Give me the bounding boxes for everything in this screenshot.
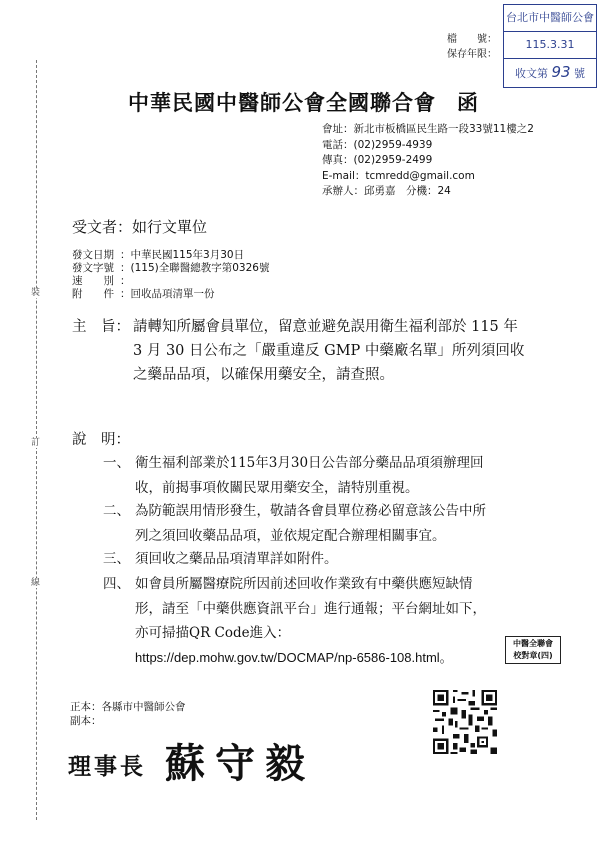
item-line: 列之須回收藥品品項，並依規定配合辦理相關事宜。 bbox=[135, 527, 446, 544]
proofread-seal-line1: 中醫全聯會 bbox=[513, 639, 553, 648]
meta-block bbox=[72, 249, 269, 301]
item-number: 三、 bbox=[103, 551, 130, 567]
subject-line: 之藥品品項，以確保用藥安全，請查照。 bbox=[133, 367, 394, 383]
retention-label: 保存年限： bbox=[447, 49, 497, 60]
binding-char-ding: 訂 bbox=[31, 438, 41, 448]
item-line: 收，前揭事項攸關民眾用藥安全，請特別重視。 bbox=[135, 479, 419, 496]
meta-value: ：回收品項清單一份 bbox=[120, 288, 215, 300]
stamp-receipt-label: 收文第 bbox=[514, 67, 548, 80]
stamp-receipt bbox=[504, 59, 596, 85]
item-line: 須回收之藥品品項清單詳如附件。 bbox=[135, 551, 338, 567]
subject-line: 3 月 30 日公布之「嚴重違反 GMP 中藥廠名單」所列須回收 bbox=[133, 343, 525, 359]
subject-line: 請轉知所屬會員單位，留意並避免誤用衛生福利部於 115 年 bbox=[133, 319, 518, 335]
meta-value: ：中華民國115年3月30日 bbox=[120, 249, 245, 261]
item-line: 形，請至「中藥供應資訊平台」進行通報；平台網址如下， bbox=[135, 600, 486, 617]
page-title: 中華民國中醫師公會全國聯合會 bbox=[128, 91, 436, 115]
item-line: 亦可掃描QR Code進入： bbox=[135, 625, 291, 641]
receipt-stamp bbox=[503, 4, 597, 88]
signature-title: 理事長 bbox=[68, 753, 146, 780]
qr-code-icon bbox=[433, 690, 497, 754]
recipient-label: 受文者： bbox=[72, 218, 133, 236]
sender-contact: 承辦人：邱勇嘉 分機：24 bbox=[322, 185, 451, 197]
item-number: 四、 bbox=[103, 576, 130, 592]
meta-row bbox=[72, 275, 269, 288]
sender-email: E-mail：tcmredd@gmail.com bbox=[322, 169, 475, 182]
copy-main: 正本：各縣市中醫師公會 bbox=[70, 701, 186, 713]
signature-name: 蘇守毅 bbox=[165, 740, 315, 787]
stamp-org: 台北市中醫師公會 bbox=[504, 5, 596, 32]
meta-row bbox=[72, 262, 269, 275]
item-number: 二、 bbox=[103, 503, 130, 519]
item-number: 一、 bbox=[103, 455, 130, 471]
meta-key: 附 件 bbox=[72, 288, 114, 300]
binding-char-zhuang: 裝 bbox=[31, 288, 41, 298]
item-line: 衛生福利部業於115年3月30日公告部分藥品品項須辦理回 bbox=[135, 455, 484, 471]
binding-char-xian: 線 bbox=[31, 578, 41, 588]
meta-value: ：(115)全聯醫總教字第0326號 bbox=[120, 262, 270, 274]
stamp-date: 115.3.31 bbox=[504, 32, 596, 59]
subject-label: 主 旨： bbox=[72, 319, 130, 335]
meta-key: 發文日期 bbox=[72, 249, 114, 261]
meta-row bbox=[72, 288, 269, 301]
subject-body bbox=[133, 315, 573, 387]
explanation-label: 說 明： bbox=[72, 432, 130, 448]
copy-cc: 副本： bbox=[70, 715, 102, 727]
meta-row bbox=[72, 249, 269, 262]
proofread-seal bbox=[505, 636, 561, 664]
platform-url: https://dep.mohw.gov.tw/DOCMAP/np-6586-108.html。 bbox=[135, 649, 453, 665]
copies-block bbox=[70, 700, 186, 728]
meta-key: 發文字號 bbox=[72, 262, 114, 274]
meta-key: 速 別 bbox=[72, 275, 114, 287]
recipient-value: 如行文單位 bbox=[132, 218, 208, 236]
sender-block bbox=[322, 122, 582, 200]
item-line: 為防範誤用情形發生，敬請各會員單位務必留意該公告中所 bbox=[135, 503, 486, 519]
sender-phone: 電話：(02)2959-4939 bbox=[322, 138, 433, 151]
doc-type: 函 bbox=[457, 91, 479, 115]
stamp-receipt-number: 93 bbox=[551, 63, 571, 81]
proofread-seal-line2: 校對章(四) bbox=[513, 651, 553, 660]
sender-fax: 傳真：(02)2959-2499 bbox=[322, 154, 433, 166]
stamp-receipt-suffix: 號 bbox=[574, 67, 586, 80]
sender-address: 會址：新北市板橋區民生路一段33號11樓之2 bbox=[322, 123, 534, 135]
meta-value: ： bbox=[120, 275, 131, 287]
recipient-line bbox=[72, 216, 207, 237]
item-line: 如會員所屬醫療院所因前述回收作業致有中藥供應短缺情 bbox=[135, 576, 473, 592]
file-number-label: 檔 號： bbox=[447, 34, 497, 45]
